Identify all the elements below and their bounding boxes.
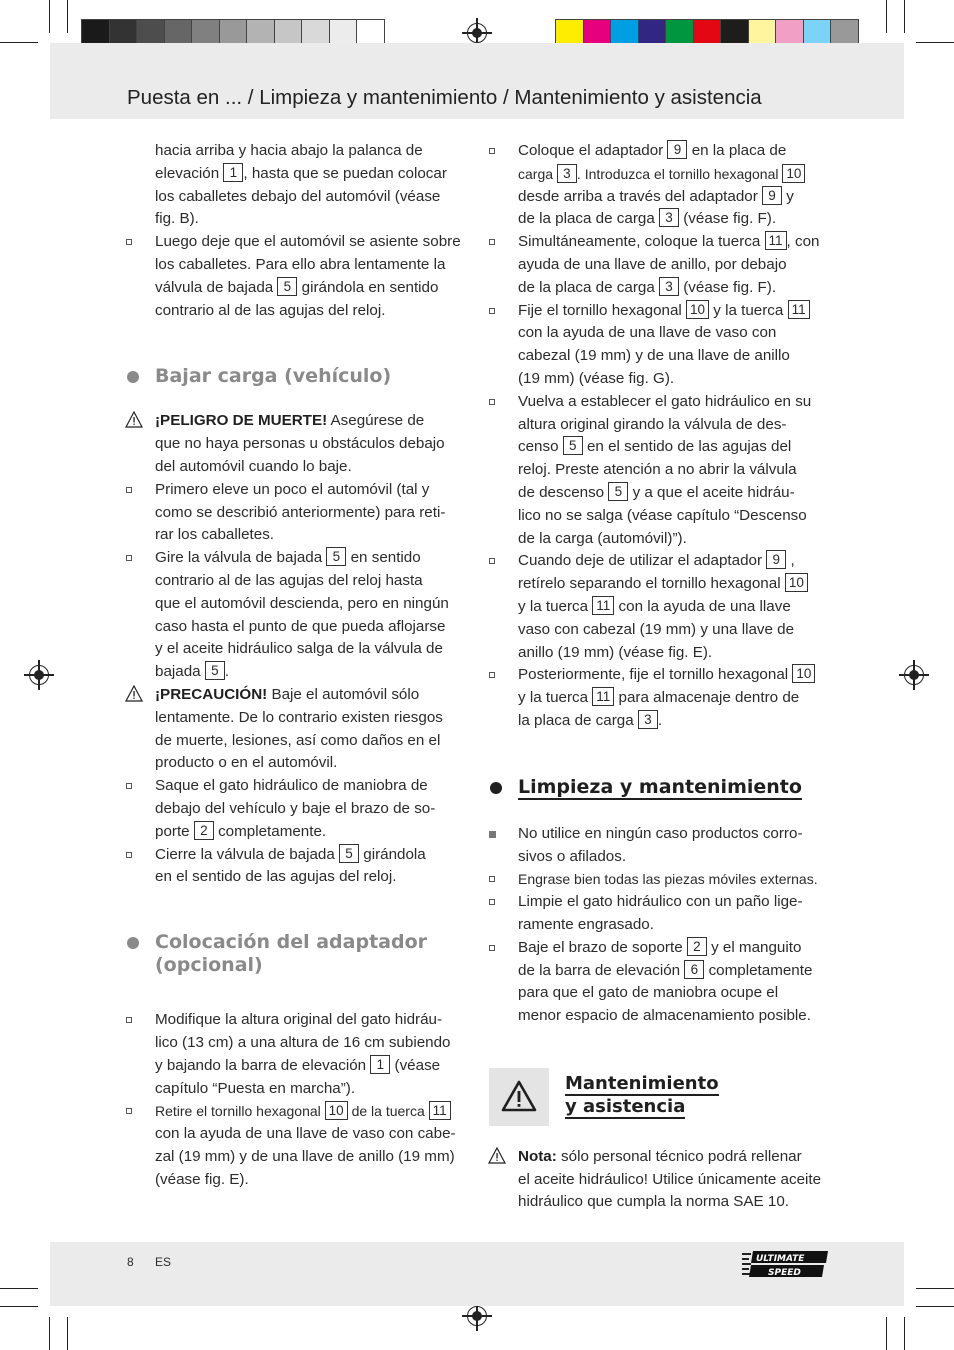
part-number: 9: [766, 550, 786, 569]
page-title: Puesta en ... / Limpieza y mantenimiento / Mantenimiento y asistencia: [127, 86, 762, 109]
filled-square-bullet-icon: [489, 831, 496, 838]
section-heading: Mantenimiento y asistencia: [489, 1068, 834, 1126]
list-item: Luego deje que el automóvil se asiente sobre los caballetes. Para ello abra lentamente la válvula de bajada 5 girándola en sentido contrario al de las agujas del reloj.: [126, 231, 471, 322]
square-bullet-icon: [489, 876, 495, 882]
section-heading: Limpieza y mantenimiento: [489, 776, 834, 799]
list-item: Gire la válvula de bajada 5 en sentido contrario al de las agujas del reloj hasta que el automóvil descienda, pero en ningún caso hasta el punto de que pueda aflojarse y el aceite hidráulico salga de la válvula de bajada 5 .: [126, 547, 471, 684]
part-number: 9: [762, 186, 782, 205]
registration-mark-bottom: [467, 1306, 487, 1326]
registration-mark-left: [29, 665, 49, 685]
section-heading: Bajar carga (vehículo): [126, 365, 471, 388]
part-number: 10: [686, 300, 709, 319]
part-number: 9: [667, 140, 687, 159]
square-bullet-icon: [489, 558, 495, 564]
square-bullet-icon: [489, 239, 495, 245]
language-code: ES: [155, 1255, 172, 1269]
list-item: Simultáneamente, coloque la tuerca 11 , con ayuda de una llave de anillo, por debajo de la placa de carga 3 (véase fig. F).: [489, 231, 834, 299]
square-bullet-icon: [489, 672, 495, 678]
list-item: Cierre la válvula de bajada 5 girándola en el sentido de las agujas del reloj.: [126, 844, 471, 890]
part-number: 10: [325, 1101, 348, 1120]
part-number: 5: [339, 844, 359, 863]
part-number: 10: [792, 664, 815, 683]
square-bullet-icon: [126, 487, 132, 493]
part-number: 11: [788, 300, 810, 319]
right-column: [489, 140, 834, 1214]
square-bullet-icon: [489, 899, 495, 905]
part-number: 2: [687, 937, 707, 956]
registration-mark-top: [467, 23, 487, 43]
part-number: 10: [785, 573, 808, 592]
bullet-dot-icon: [490, 782, 502, 794]
part-number: 1: [370, 1055, 390, 1074]
square-bullet-icon: [126, 852, 132, 858]
svg-text:SPEED: SPEED: [768, 1268, 801, 1278]
list-item: Retire el tornillo hexagonal 10 de la tuerca 11 con la ayuda de una llave de vaso con cabe- zal (19 mm) y de una llave de anillo (19 mm) (véase fig. E).: [126, 1100, 471, 1191]
part-number: 11: [429, 1101, 451, 1120]
section-heading: Colocación del adaptador (opcional): [126, 931, 471, 977]
note-item: Nota: sólo personal técnico podrá rellenar el aceite hidráulico! Utilice únicamente aceite hidráulico que cumpla la norma SAE 10.: [489, 1146, 834, 1214]
part-number: 10: [782, 164, 805, 183]
part-number: 3: [659, 208, 679, 227]
list-item: Vuelva a establecer el gato hidráulico en su altura original girando la válvula de des- censo 5 en el sentido de las agujas del reloj. Preste atención a no abrir la válvula de descenso 5 y a que el aceite hidráu- lico no se salga (véase capítulo “Descenso de la carga (automóvil)”).: [489, 391, 834, 551]
registration-mark-right: [904, 665, 924, 685]
warning-item: ¡PRECAUCIÓN! Baje el automóvil sólo lentamente. De lo contrario existen riesgos de muerte, lesiones, así como daños en el producto o en el automóvil.: [126, 684, 471, 775]
warning-triangle-icon: [489, 1068, 549, 1126]
warning-triangle-icon: [125, 685, 143, 702]
square-bullet-icon: [126, 1017, 132, 1023]
list-item: Limpie el gato hidráulico con un paño lige- ramente engrasado.: [489, 891, 834, 937]
part-number: 3: [638, 710, 658, 729]
warning-triangle-icon: [125, 411, 143, 428]
list-item: Cuando deje de utilizar el adaptador 9 , retírelo separando el tornillo hexagonal 10 y la tuerca 11 con la ayuda de una llave vaso con cabezal (19 mm) y una llave de anillo (19 mm) (véase fig. E).: [489, 550, 834, 664]
brand-logo: [742, 1250, 830, 1278]
warning-item: ¡PELIGRO DE MUERTE! Asegúrese de que no haya personas u obstáculos debajo del automóvil cuando lo baje.: [126, 410, 471, 478]
square-bullet-icon: [126, 1108, 132, 1114]
part-number: 5: [277, 277, 297, 296]
part-number: 5: [205, 661, 225, 680]
list-item: Coloque el adaptador 9 en la placa de carga 3 . Introduzca el tornillo hexagonal 10 desde arriba a través del adaptador 9 y de la placa de carga 3 (véase fig. F).: [489, 140, 834, 231]
part-number: 6: [684, 960, 704, 979]
list-item: Saque el gato hidráulico de maniobra de debajo del vehículo y baje el brazo de so- porte 2 completamente.: [126, 775, 471, 843]
svg-text:ULTIMATE: ULTIMATE: [756, 1254, 805, 1264]
square-bullet-icon: [126, 783, 132, 789]
part-number: 5: [326, 547, 346, 566]
square-bullet-icon: [489, 308, 495, 314]
part-number: 2: [194, 821, 214, 840]
list-item: Engrase bien todas las piezas móviles externas.: [489, 868, 834, 891]
warning-panel: [489, 1068, 549, 1126]
square-bullet-icon: [489, 399, 495, 405]
list-item: Fije el tornillo hexagonal 10 y la tuerca 11 con la ayuda de una llave de vaso con cabezal (19 mm) y de una llave de anillo (19 mm) (véase fig. G).: [489, 300, 834, 391]
list-item: Modifique la altura original del gato hidráu- lico (13 cm) a una altura de 16 cm subiendo y bajando la barra de elevación 1 (véase capítulo “Puesta en marcha”).: [126, 1009, 471, 1100]
part-number: 3: [557, 164, 577, 183]
part-number: 1: [223, 163, 243, 182]
part-number: 5: [608, 482, 628, 501]
list-item: Posteriormente, fije el tornillo hexagonal 10 y la tuerca 11 para almacenaje dentro de la placa de carga 3 .: [489, 664, 834, 732]
list-item: Primero eleve un poco el automóvil (tal y como se describió anteriormente) para reti- rar los caballetes.: [126, 479, 471, 547]
part-number: 11: [592, 596, 614, 615]
warning-triangle-icon: [488, 1147, 506, 1164]
left-column: [126, 140, 471, 1191]
bullet-dot-icon: [127, 937, 139, 949]
square-bullet-icon: [126, 555, 132, 561]
square-bullet-icon: [126, 239, 132, 245]
part-number: 11: [765, 231, 787, 250]
part-number: 5: [563, 436, 583, 455]
list-item: No utilice en ningún caso productos corro- sivos o afilados.: [489, 823, 834, 869]
square-bullet-icon: [489, 148, 495, 154]
paragraph: hacia arriba y hacia abajo la palanca de elevación 1 , hasta que se puedan colocar los caballetes debajo del automóvil (véase fig. B).: [155, 142, 447, 228]
list-item: Baje el brazo de soporte 2 y el manguito de la barra de elevación 6 completamente para que el gato de maniobra ocupe el menor espacio de almacenamiento posible.: [489, 937, 834, 1028]
page-number: 8: [127, 1255, 134, 1269]
square-bullet-icon: [489, 945, 495, 951]
part-number: 3: [659, 277, 679, 296]
part-number: 11: [592, 687, 614, 706]
bullet-dot-icon: [127, 371, 139, 383]
